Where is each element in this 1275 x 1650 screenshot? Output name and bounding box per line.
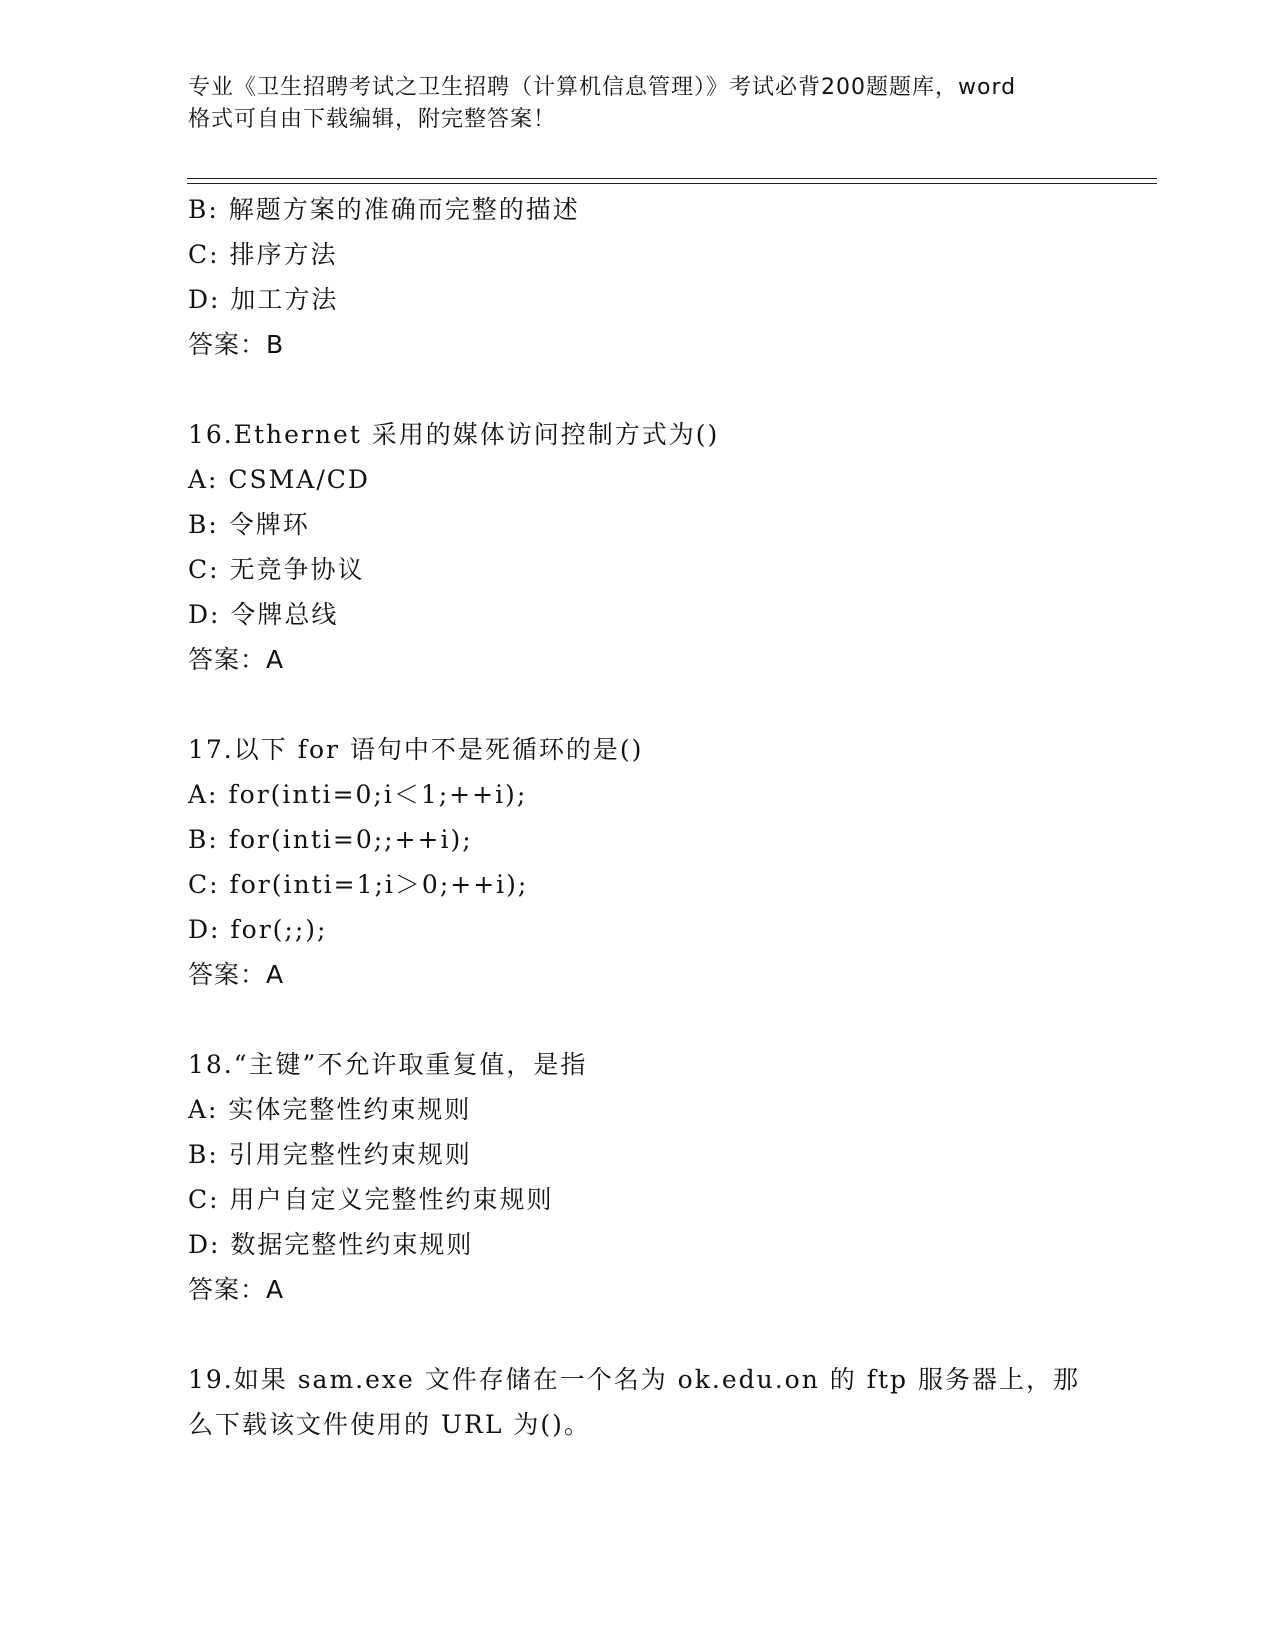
q17-question: 17.以下 for 语句中不是死循环的是() bbox=[188, 735, 644, 764]
q15-option-c: C: 排序方法 bbox=[188, 240, 338, 269]
q15-option-b: B: 解题方案的准确而完整的描述 bbox=[188, 195, 580, 224]
document-header bbox=[188, 72, 1098, 136]
q18-question: 18.“主键”不允许取重复值，是指 bbox=[188, 1050, 588, 1079]
q17-answer: 答案：A bbox=[188, 960, 285, 989]
q15-answer: 答案：B bbox=[188, 330, 285, 359]
q18-option-c: C: 用户自定义完整性约束规则 bbox=[188, 1185, 554, 1214]
q17-option-c: C: for(inti=1;i＞0;++i); bbox=[188, 870, 529, 899]
q18-option-d: D: 数据完整性约束规则 bbox=[188, 1230, 474, 1259]
q16-question: 16.Ethernet 采用的媒体访问控制方式为() bbox=[188, 420, 720, 449]
q16-answer: 答案：A bbox=[188, 645, 285, 674]
q16-option-a: A: CSMA/CD bbox=[188, 465, 370, 494]
q15-option-d: D: 加工方法 bbox=[188, 285, 339, 314]
header-line-1: 专业《卫生招聘考试之卫生招聘（计算机信息管理）》考试必背200题题库，word bbox=[188, 75, 1017, 100]
q18-option-a: A: 实体完整性约束规则 bbox=[188, 1095, 472, 1124]
q16-option-d: D: 令牌总线 bbox=[188, 600, 339, 629]
q17-option-a: A: for(inti=0;i＜1;++i); bbox=[188, 780, 528, 809]
q16-option-b: B: 令牌环 bbox=[188, 510, 310, 539]
q16-option-c: C: 无竞争协议 bbox=[188, 555, 365, 584]
q17-option-b: B: for(inti=0;;++i); bbox=[188, 825, 473, 854]
header-divider-bottom bbox=[187, 183, 1157, 184]
q19-question-line-2: 么下载该文件使用的 URL 为()。 bbox=[188, 1410, 591, 1439]
header-line-2: 格式可自由下载编辑，附完整答案！ bbox=[188, 107, 557, 132]
header-divider-top bbox=[187, 178, 1157, 179]
q17-option-d: D: for(;;); bbox=[188, 915, 328, 944]
q18-answer: 答案：A bbox=[188, 1275, 285, 1304]
q18-option-b: B: 引用完整性约束规则 bbox=[188, 1140, 472, 1169]
q19-question-line-1: 19.如果 sam.exe 文件存储在一个名为 ok.edu.on 的 ftp 服务器上，那 bbox=[188, 1365, 1080, 1394]
